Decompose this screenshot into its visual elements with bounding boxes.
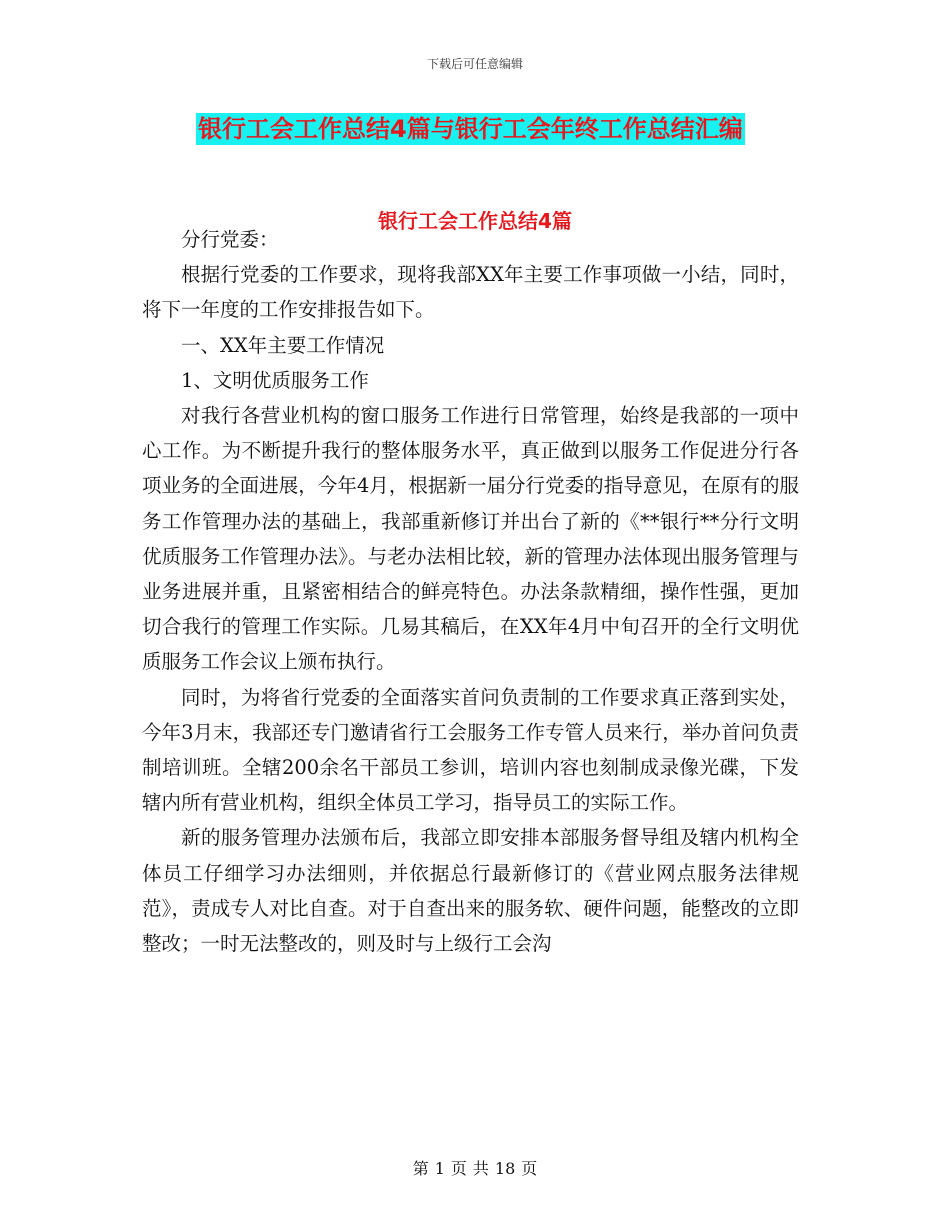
page-footer — [0, 1156, 950, 1179]
footer-page-label: 页 — [450, 1159, 467, 1178]
paragraph-salutation: 分行党委： — [181, 228, 279, 251]
footer-total-prefix: 共 — [472, 1159, 489, 1178]
footer-page-number: 1 — [434, 1159, 445, 1178]
heading-service-work: 1、文明优质服务工作 — [181, 368, 369, 392]
document-body — [142, 222, 799, 961]
paragraph-intro: 根据行党委的工作要求，现将我部XX年主要工作事项做一小结，同时，将下一年度的工作安排报告如下。 — [142, 263, 799, 322]
section-title: 银行工会工作总结4篇 — [378, 209, 572, 233]
heading-main-work: 一、XX年主要工作情况 — [181, 333, 385, 357]
paragraph-service-management: 对我行各营业机构的窗口服务工作进行日常管理，始终是我部的一项中心工作。为不断提升我行的整体服务水平，真正做到以服务工作促进分行各项业务的全面进展，今年4月，根据新一届分行党委的指导意见，在原有的服务工作管理办法的基础上，我部重新修订并出台了新的《**银行**分行文明优质服务工作管理办法》。与老办法相比较，新的管理办法体现出服务管理与业务进展并重，且紧密相结合的鲜亮特色。办法条款精细，操作性强，更加切合我行的管理工作实际。几易其稿后，在XX年4月中旬召开的全行文明优质服务工作会议上颁布执行。 — [142, 404, 799, 674]
footer-total-suffix: 页 — [521, 1159, 538, 1178]
footer-total-pages: 18 — [494, 1159, 516, 1178]
footer-page-prefix: 第 — [412, 1159, 429, 1178]
header-note: 下载后可任意编辑 — [426, 57, 523, 71]
paragraph-self-inspection: 新的服务管理办法颁布后，我部立即安排本部服务督导组及辖内机构全体员工仔细学习办法细则，并依据总行最新修订的《营业网点服务法律规范》，责成专人对比自查。对于自查出来的服务软、硬件问题，能整改的立即整改；一时无法整改的，则及时与上级行工会沟 — [142, 826, 799, 956]
document-title: 银行工会工作总结4篇与银行工会年终工作总结汇编 — [198, 115, 743, 143]
paragraph-first-responsibility: 同时，为将省行党委的全面落实首问负责制的工作要求真正落到实处，今年3月末，我部还专门邀请省行工会服务工作专管人员来行，举办首问负责制培训班。全辖200余名干部员工参训，培训内容也刻制成录像光碟，下发辖内所有营业机构，组织全体员工学习，指导员工的实际工作。 — [142, 685, 799, 815]
